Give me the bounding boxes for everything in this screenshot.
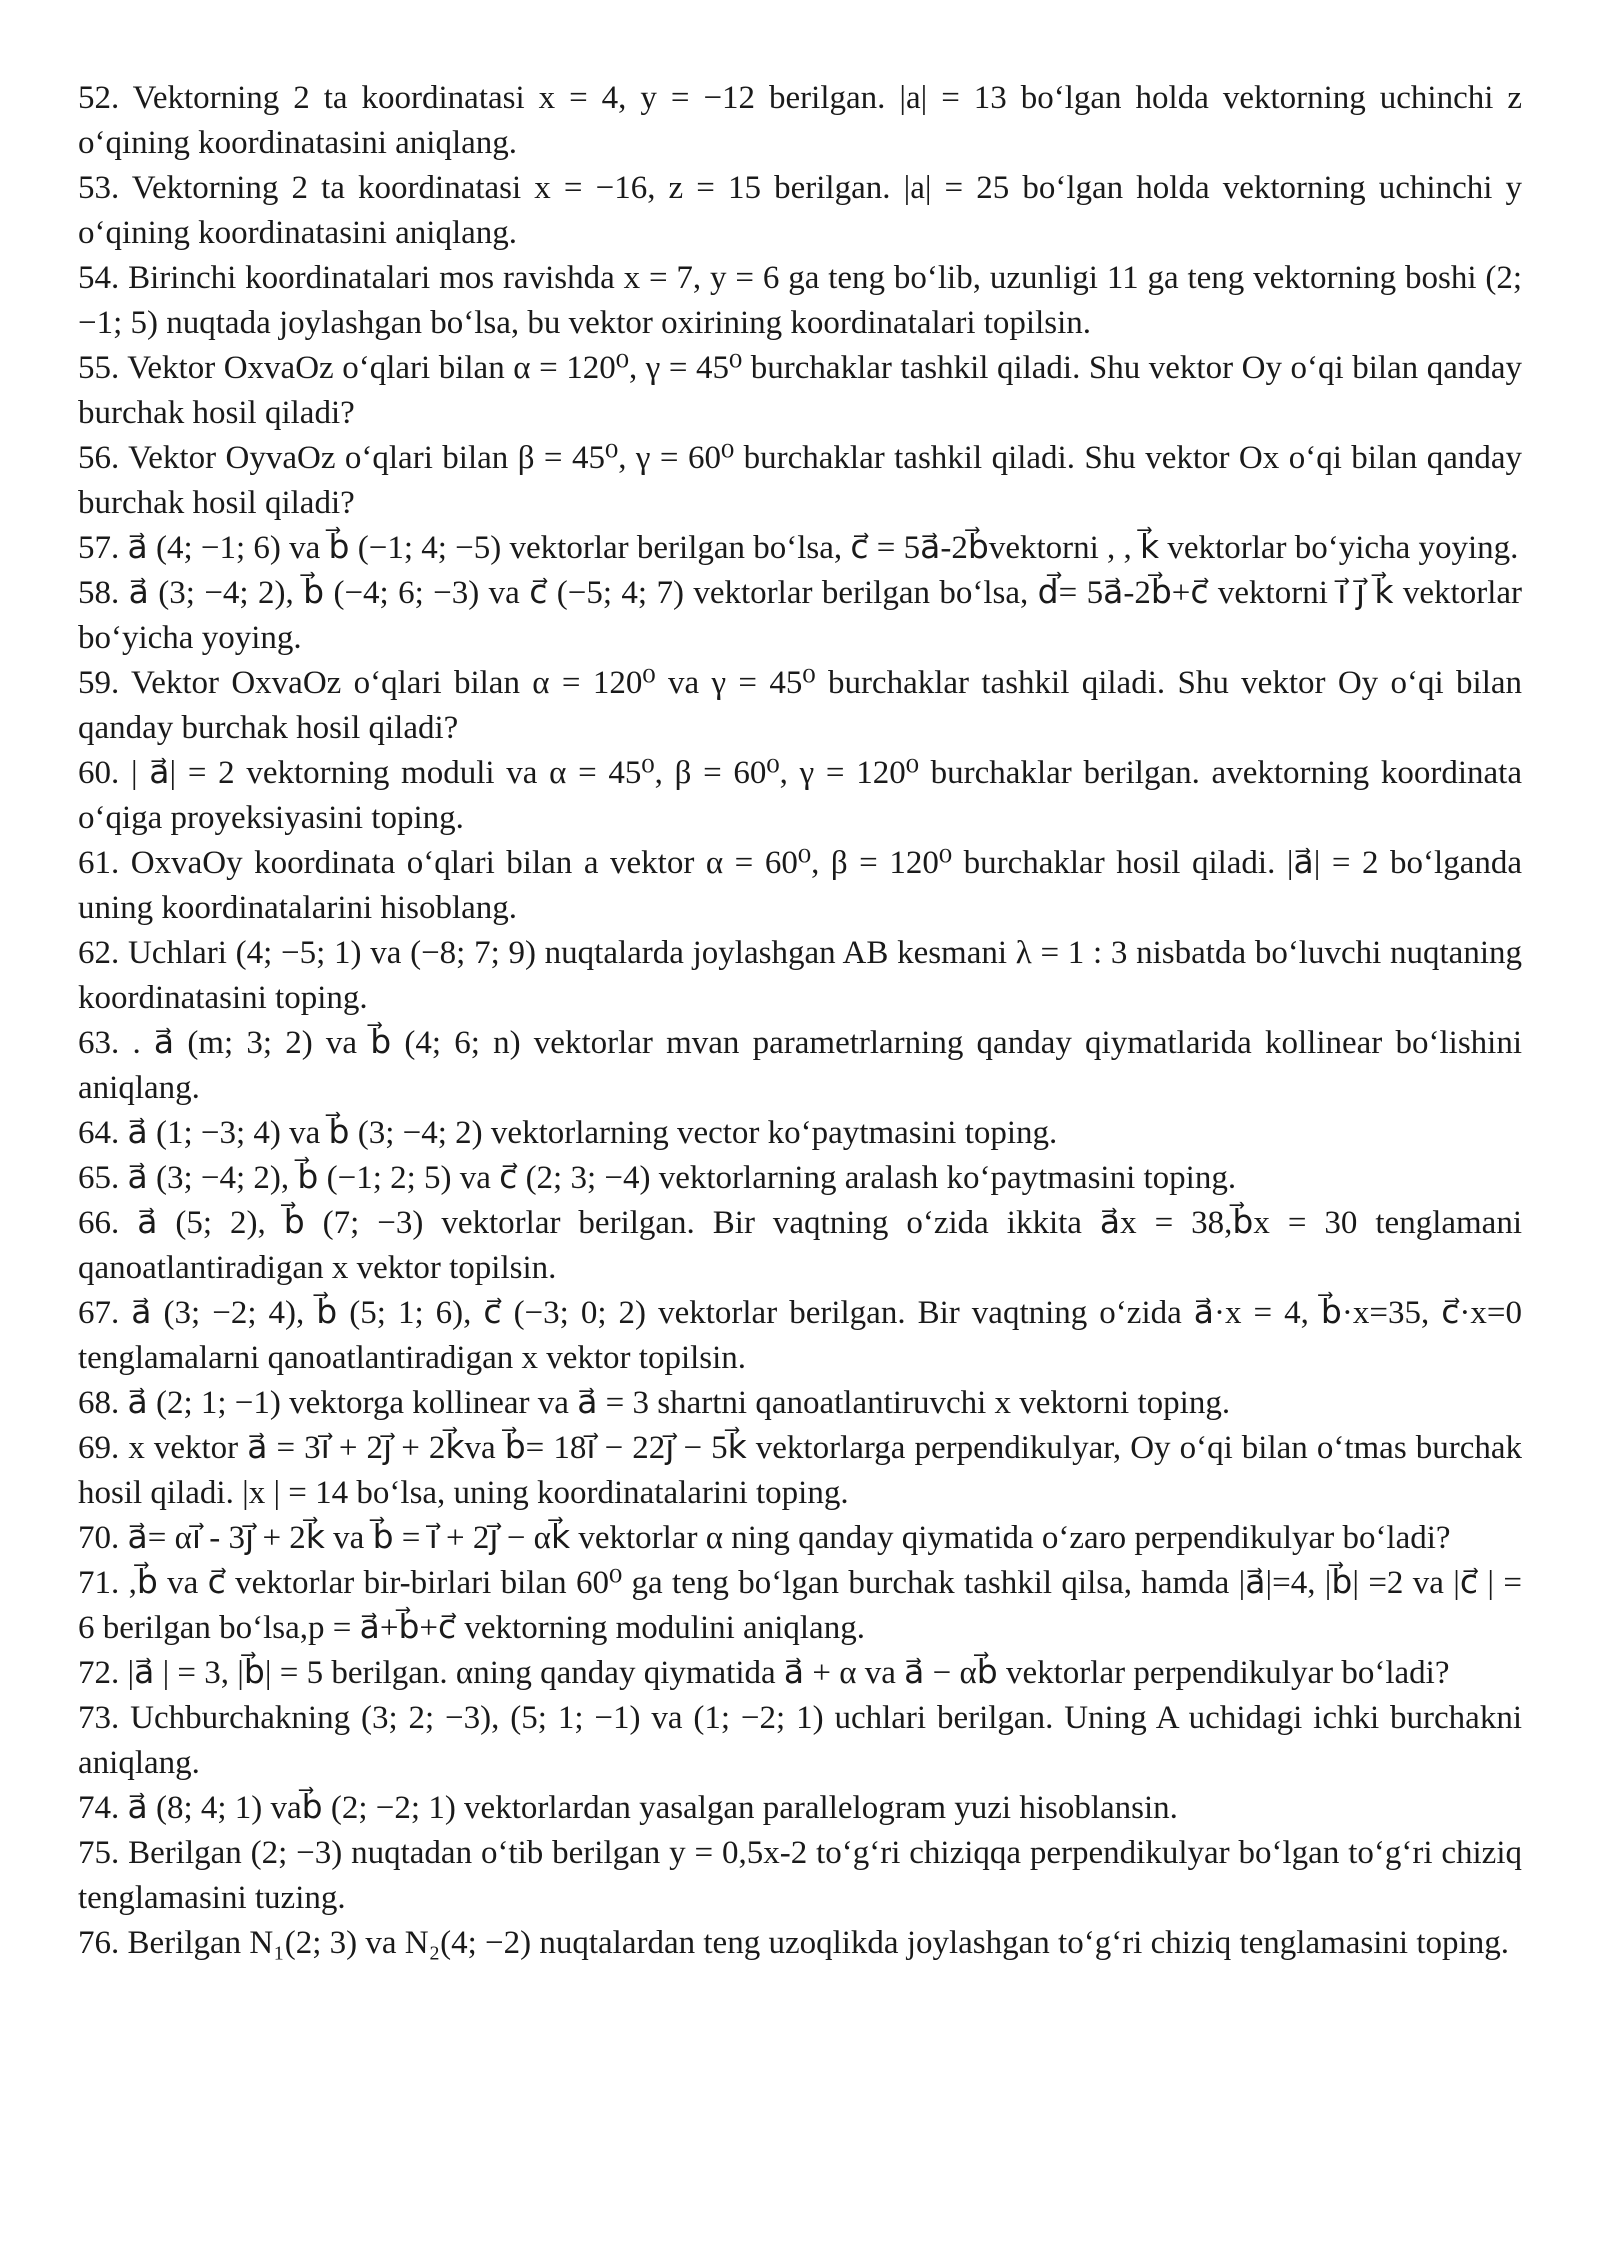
problem-item	[78, 1831, 1522, 1921]
problem-number: 55.	[78, 350, 120, 386]
problem-number: 59.	[78, 665, 120, 701]
problem-number: 73.	[78, 1700, 120, 1736]
problem-number: 69.	[78, 1430, 120, 1466]
problem-number: 67.	[78, 1295, 120, 1331]
problem-item	[78, 1921, 1522, 1966]
problem-item	[78, 1291, 1522, 1381]
problem-item	[78, 1561, 1522, 1651]
problem-item	[78, 1201, 1522, 1291]
problem-text: Vektorning 2 ta koordinatasi x = −16, z = 15 berilgan. |a| = 25 bo‘lgan holda vektorning uchinchi y o‘qining koordinatasini aniqlang.	[78, 170, 1523, 251]
problem-item	[78, 1111, 1522, 1156]
problem-text: Uchburchakning (3; 2; −3), (5; 1; −1) va (1; −2; 1) uchlari berilgan. Uning A uchidagi ichki burchakni aniqlang.	[78, 1700, 1523, 1781]
problem-text: Berilgan N₁(2; 3) va N₂(4; −2) nuqtalardan teng uzoqlikda joylashgan to‘g‘ri chiziq tenglamasini toping.	[127, 1925, 1509, 1961]
problem-item	[78, 1021, 1522, 1111]
problem-number: 74.	[78, 1790, 120, 1826]
problem-item	[78, 841, 1522, 931]
problem-number: 58.	[78, 575, 120, 611]
problem-number: 65.	[78, 1160, 120, 1196]
problem-text: Uchlari (4; −5; 1) va (−8; 7; 9) nuqtalarda joylashgan AB kesmani λ = 1 : 3 nisbatda bo‘luvchi nuqtaning koordinatasini toping.	[78, 935, 1522, 1016]
problem-item	[78, 526, 1522, 571]
problem-item	[78, 346, 1522, 436]
problem-number: 75.	[78, 1835, 120, 1871]
problem-text: ,b⃗ va c⃗ vektorlar bir-birlari bilan 60⁰ ga teng bo‘lgan burchak tashkil qilsa, hamda |a⃗|=4, |b⃗| =2 va |c⃗ | = 6 berilgan bo‘lsa,p = a⃗+b⃗+c⃗ vektorning modulini aniqlang.	[78, 1565, 1522, 1646]
problem-number: 63.	[78, 1025, 120, 1061]
problem-item	[78, 1786, 1522, 1831]
problem-number: 52.	[78, 80, 120, 116]
problem-number: 62.	[78, 935, 120, 971]
problem-text: . a⃗ (m; 3; 2) va b⃗ (4; 6; n) vektorlar mvan parametrlarning qanday qiymatlarida kollinear bo‘lishini aniqlang.	[78, 1025, 1522, 1106]
problem-item	[78, 1426, 1522, 1516]
problem-text: Vektor OxvaOz o‘qlari bilan α = 120⁰ va γ = 45⁰ burchaklar tashkil qiladi. Shu vektor Oy o‘qi bilan qanday burchak hosil qiladi?	[78, 665, 1523, 746]
problem-number: 60.	[78, 755, 120, 791]
problem-number: 66.	[78, 1205, 120, 1241]
problem-number: 64.	[78, 1115, 120, 1151]
problem-number: 70.	[78, 1520, 120, 1556]
problem-item	[78, 751, 1522, 841]
problem-text: OxvaOy koordinata o‘qlari bilan a vektor α = 60⁰, β = 120⁰ burchaklar hosil qiladi. |a⃗| = 2 bo‘lganda uning koordinatalarini hisoblang.	[78, 845, 1522, 926]
problem-text: Vektor OyvaOz o‘qlari bilan β = 45⁰, γ = 60⁰ burchaklar tashkil qiladi. Shu vektor Ox o‘qi bilan qanday burchak hosil qiladi?	[78, 440, 1523, 521]
problem-item	[78, 76, 1522, 166]
problem-item	[78, 436, 1522, 526]
problem-text: a⃗ (1; −3; 4) va b⃗ (3; −4; 2) vektorlarning vector ko‘paytmasini toping.	[127, 1115, 1058, 1151]
problem-text: a⃗ (8; 4; 1) vab⃗ (2; −2; 1) vektorlardan yasalgan parallelogram yuzi hisoblansin.	[127, 1790, 1178, 1826]
problem-text: Vektorning 2 ta koordinatasi x = 4, y = −12 berilgan. |a| = 13 bo‘lgan holda vektorning uchinchi z o‘qining koordinatasini aniqlang.	[78, 80, 1523, 161]
problem-text: |a⃗ | = 3, |b⃗| = 5 berilgan. αning qanday qiymatida a⃗ + α va a⃗ − αb⃗ vektorlar perpendikulyar bo‘ladi?	[127, 1655, 1450, 1691]
problem-number: 57.	[78, 530, 120, 566]
problem-number: 68.	[78, 1385, 120, 1421]
problem-number: 76.	[78, 1925, 120, 1961]
problem-item	[78, 166, 1522, 256]
problem-number: 72.	[78, 1655, 120, 1691]
problem-item	[78, 1696, 1522, 1786]
problem-number: 54.	[78, 260, 120, 296]
problem-text: a⃗ (5; 2), b⃗ (7; −3) vektorlar berilgan. Bir vaqtning o‘zida ikkita a⃗x = 38,b⃗x = 30 tenglamani qanoatlantiradigan x vektor topilsin.	[78, 1205, 1522, 1286]
problem-list	[78, 76, 1522, 1966]
problem-item	[78, 571, 1522, 661]
problem-text: x vektor a⃗ = 3i⃗ + 2j⃗ + 2k⃗va b⃗= 18i⃗ − 22j⃗ − 5k⃗ vektorlarga perpendikulyar, Oy o‘qi bilan o‘tmas burchak hosil qiladi. |x | = 14 bo‘lsa, uning koordinatalarini toping.	[78, 1430, 1522, 1511]
problem-text: Birinchi koordinatalari mos ravishda x = 7, y = 6 ga teng bo‘lib, uzunligi 11 ga teng vektorning boshi (2; −1; 5) nuqtada joylashgan bo‘lsa, bu vektor oxirining koordinatalari topilsin.	[78, 260, 1523, 341]
problem-item	[78, 1516, 1522, 1561]
problem-number: 56.	[78, 440, 120, 476]
problem-text: a⃗ (4; −1; 6) va b⃗ (−1; 4; −5) vektorlar berilgan bo‘lsa, c⃗ = 5a⃗-2b⃗vektorni , , k⃗ vektorlar bo‘yicha yoying.	[127, 530, 1519, 566]
problem-item	[78, 1381, 1522, 1426]
problem-text: a⃗= αi⃗ - 3j⃗ + 2k⃗ va b⃗ = i⃗ + 2j⃗ − αk⃗ vektorlar α ning qanday qiymatida o‘zaro perpendikulyar bo‘ladi?	[127, 1520, 1451, 1556]
problem-item	[78, 1651, 1522, 1696]
problem-item	[78, 256, 1522, 346]
problem-item	[78, 931, 1522, 1021]
problem-item	[78, 661, 1522, 751]
problem-text: Vektor OxvaOz o‘qlari bilan α = 120⁰, γ = 45⁰ burchaklar tashkil qiladi. Shu vektor Oy o‘qi bilan qanday burchak hosil qiladi?	[78, 350, 1523, 431]
problem-item	[78, 1156, 1522, 1201]
problem-text: a⃗ (2; 1; −1) vektorga kollinear va a⃗ = 3 shartni qanoatlantiruvchi x vektorni toping.	[127, 1385, 1231, 1421]
problem-text: | a⃗| = 2 vektorning moduli va α = 45⁰, β = 60⁰, γ = 120⁰ burchaklar berilgan. avektorning koordinata o‘qiga proyeksiyasini toping.	[78, 755, 1522, 836]
problem-number: 71.	[78, 1565, 120, 1601]
problem-text: a⃗ (3; −4; 2), b⃗ (−1; 2; 5) va c⃗ (2; 3; −4) vektorlarning aralash ko‘paytmasini toping.	[127, 1160, 1237, 1196]
problem-text: a⃗ (3; −4; 2), b⃗ (−4; 6; −3) va c⃗ (−5; 4; 7) vektorlar berilgan bo‘lsa, d⃗= 5a⃗-2b⃗+c⃗ vektorni i⃗ j⃗ k⃗ vektorlar bo‘yicha yoying.	[78, 575, 1523, 656]
problem-number: 61.	[78, 845, 120, 881]
problem-text: Berilgan (2; −3) nuqtadan o‘tib berilgan y = 0,5x-2 to‘g‘ri chiziqqa perpendikulyar bo‘lgan to‘g‘ri chiziq tenglamasini tuzing.	[78, 1835, 1522, 1916]
problem-text: a⃗ (3; −2; 4), b⃗ (5; 1; 6), c⃗ (−3; 0; 2) vektorlar berilgan. Bir vaqtning o‘zida a⃗·x = 4, b⃗·x=35, c⃗·x=0 tenglamalarni qanoatlantiradigan x vektor topilsin.	[78, 1295, 1522, 1376]
problem-number: 53.	[78, 170, 120, 206]
